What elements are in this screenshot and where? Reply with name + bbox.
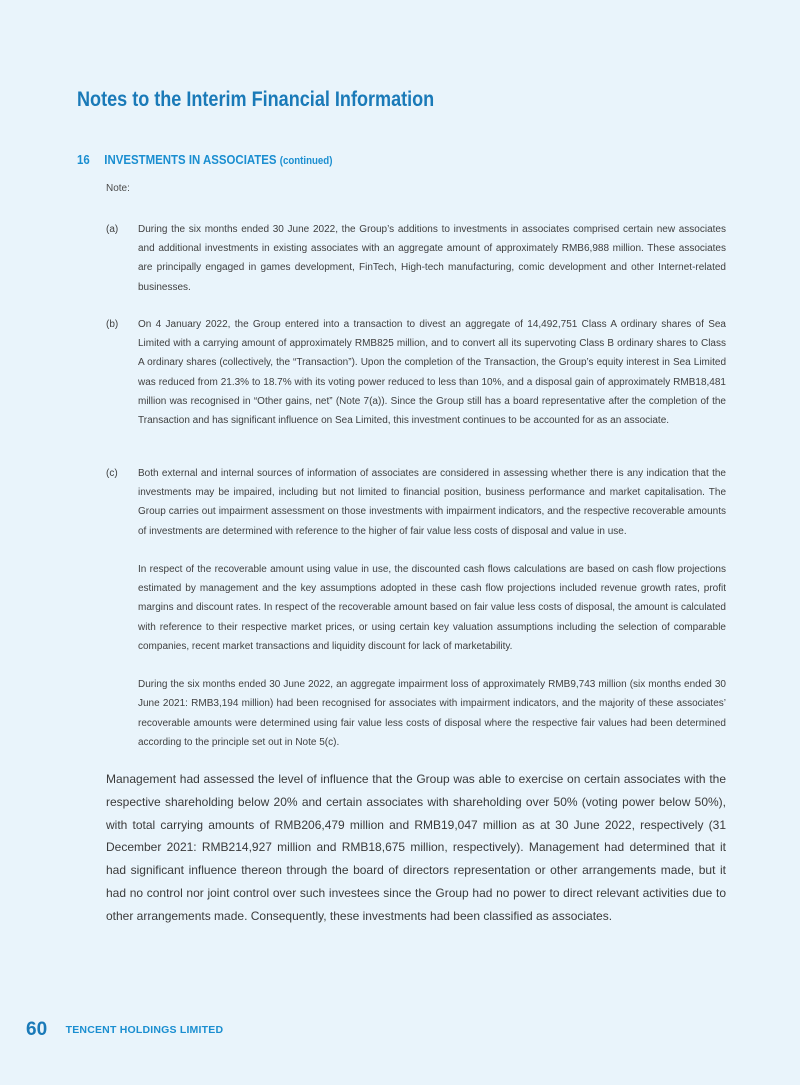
page-number: 60 <box>26 1019 48 1040</box>
page-footer <box>26 1019 223 1041</box>
section-heading <box>77 152 332 167</box>
note-a-paragraph: During the six months ended 30 June 2022, the Group’s additions to investments in associates comprised certain new associates and additional investments in existing associates with an aggregate amount of approximately RMB6,988 million. These associates are principally engaged in games development, FinTech, High-tech manufacturing, comic development and other Internet-related businesses. <box>138 224 726 293</box>
company-name: TENCENT HOLDINGS LIMITED <box>65 1024 224 1036</box>
note-c <box>106 464 726 752</box>
note-c-paragraph-2: In respect of the recoverable amount using value in use, the discounted cash flows calculations are based on cash flow projections estimated by management and the key assumptions adopted in these cash flow projections included revenue growth rates, profit margins and discount rates. In respect of the recoverable amount based on fair value less costs of disposal, the amount is calculated with reference to their respective market prices, or using certain key valuation assumptions including the selection of comparable companies, recent market transactions and liquidity discount for lack of marketability. <box>138 564 726 652</box>
management-paragraph: Management had assessed the level of influence that the Group was able to exercise on certain associates with the respective shareholding below 20% and certain associates with shareholding over 50% (voting power below 50%), with total carrying amounts of RMB206,479 million and RMB19,047 million as at 30 June 2022, respectively (31 December 2021: RMB214,927 million and RMB18,675 million, respectively). Management had determined that it had significant influence thereon through the board of directors representation or other arrangements made, but it had no control nor joint control over such investees since the Group had no power to direct relevant activities due to other arrangements made. Consequently, these investments had been classified as associates. <box>106 772 726 923</box>
note-a-label: (a) <box>106 224 119 235</box>
note-c-label: (c) <box>106 468 118 479</box>
note-a <box>106 220 726 297</box>
note-c-paragraph-3: During the six months ended 30 June 2022, an aggregate impairment loss of approximately RMB9,743 million (six months ended 30 June 2021: RMB3,194 million) had been recognised for associates with impairment indicators, and the majority of these associates’ recoverable amounts were determined using fair value less costs of disposal where the respective fair values had been determined according to the principle set out in Note 5(c). <box>138 679 726 748</box>
section-continued: (continued) <box>279 155 333 167</box>
note-b-label: (b) <box>106 319 119 330</box>
section-number: 16 <box>77 152 90 167</box>
note-label: Note: <box>106 183 130 194</box>
note-b-paragraph: On 4 January 2022, the Group entered into a transaction to divest an aggregate of 14,492,751 Class A ordinary shares of Sea Limited with a carrying amount of approximately RMB825 million, and to convert all its supervoting Class B ordinary shares to Class A ordinary shares (collectively, the “Transaction”). Upon the completion of the Transaction, the Group’s equity interest in Sea Limited was reduced from 21.3% to 18.7% with its voting power reduced to less than 10%, and a disposal gain of approximately RMB18,481 million was recognised in “Other gains, net” (Note 7(a)). Since the Group still has a board representative after the completion of the Transaction and has significant influence on Sea Limited, this investment continues to be accounted for as an associate. <box>138 319 726 427</box>
page-title: Notes to the Interim Financial Information <box>77 88 435 111</box>
note-c-paragraph-1: Both external and internal sources of information of associates are considered in assessing whether there is any indication that the investments may be impaired, including but not limited to financial position, business performance and market capitalisation. The Group carries out impairment assessment on those investments with impairment indicators, and the respective recoverable amounts of investments are determined with reference to the higher of fair value less costs of disposal and value in use. <box>138 468 726 537</box>
section-title: INVESTMENTS IN ASSOCIATES <box>104 152 277 167</box>
note-b <box>106 315 726 430</box>
